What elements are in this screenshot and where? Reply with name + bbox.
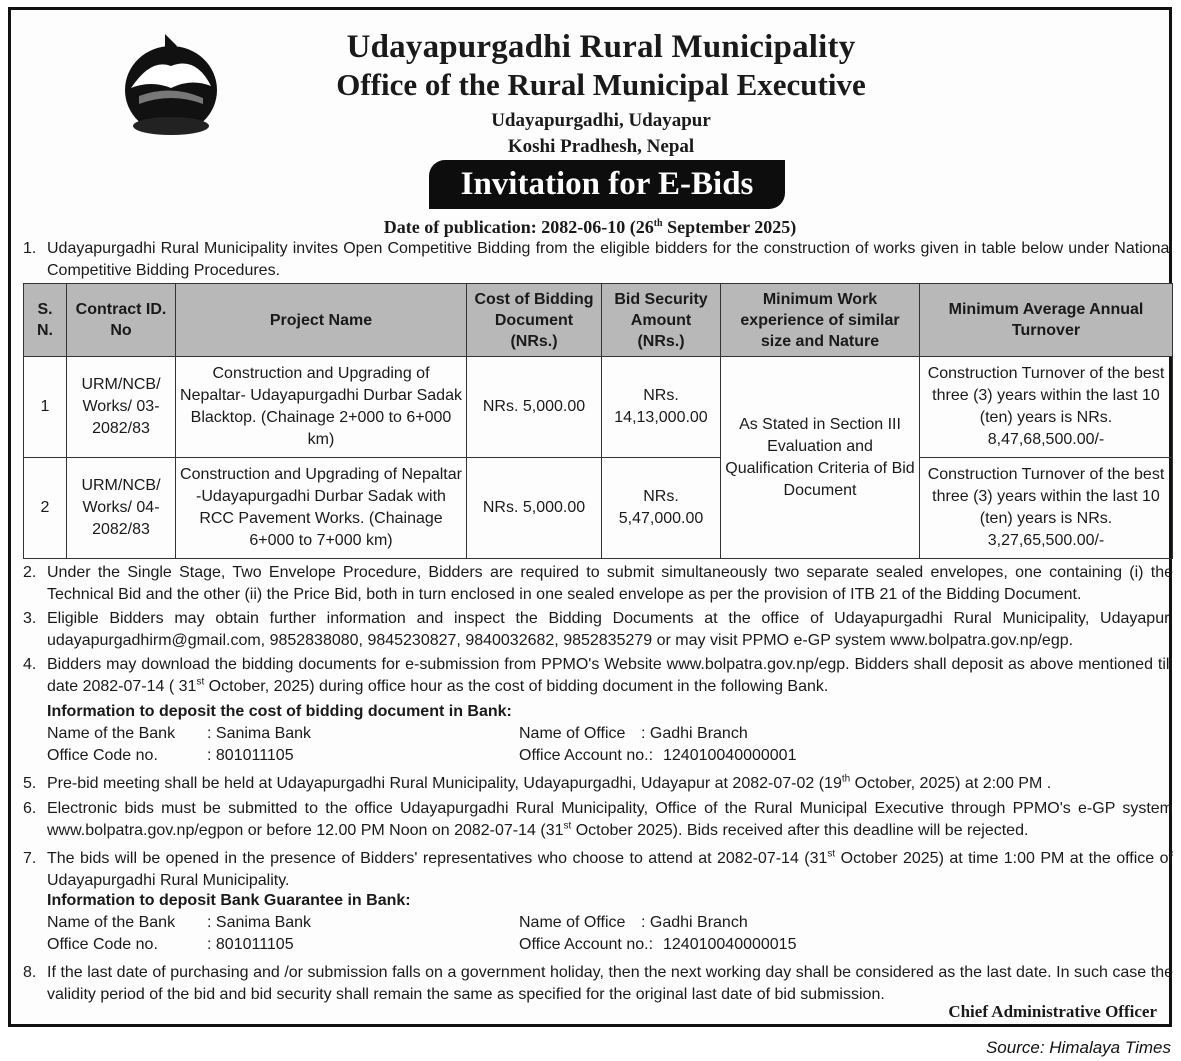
col-contract-id: Contract ID. No — [67, 284, 176, 357]
cell-sn: 1 — [24, 357, 67, 458]
cell-security: NRs. 14,13,000.00 — [602, 357, 721, 458]
bank-cost-code-label: Office Code no. — [47, 747, 158, 764]
office-name: Office of the Rural Municipal Executive — [336, 67, 866, 102]
cell-cost: NRs. 5,000.00 — [467, 357, 602, 458]
clause-number: 4. — [23, 656, 37, 673]
bank-cost-bank-label: Name of the Bank — [47, 725, 176, 742]
col-bid-security: Bid Security Amount (NRs.) — [602, 284, 721, 357]
clause-text — [47, 798, 1173, 842]
col-turnover: Minimum Average Annual Turnover — [920, 284, 1173, 357]
address-line-2: Koshi Pradhesh, Nepal — [507, 136, 695, 157]
pub-date-sup: th — [653, 218, 663, 229]
clause-sup: th — [841, 773, 851, 785]
bank-guarantee-account-value: 124010040000015 — [663, 936, 797, 953]
bank-guarantee-code-value: : 801011105 — [207, 936, 294, 953]
bank-cost-office-label: Name of Office — [519, 725, 626, 742]
clause-8 — [23, 962, 1173, 1006]
cell-security: NRs. 5,47,000.00 — [602, 458, 721, 559]
municipality-name: Udayapurgadhi Rural Municipality — [346, 29, 856, 65]
clause-text: If the last date of purchasing and /or submission falls on a government holiday, then the next working day shall be considered as the last date. In such case the validity period of the bid and bid security shall remain the same as specified for the original last date of bid submission. — [47, 964, 1173, 1003]
clause-text: Eligible Bidders may obtain further information and inspect the Bidding Documents at the office of Udayapurgadhi Rural Municipality, Udayapur, udayapurgadhirm@gmail.com, 9852838080, 9845230827, 9840032682, 9852835279 or may visit PPMO e-GP system www.bolpatra.gov.np/egp. — [47, 610, 1173, 649]
col-project-name: Project Name — [176, 284, 467, 357]
source-credit: Source: Himalaya Times — [985, 1038, 1171, 1057]
clause-number: 6. — [23, 800, 37, 817]
clause-text-a: Electronic bids must be submitted to the office Udayapurgadhi Rural Municipality, Office of the Rural Municipal Executive through PPMO's e-GP system www.bolpatra.gov.np/egpon or before 12.00 PM Noon on 2082-07-14 (31 — [47, 800, 1173, 839]
publication-date — [11, 217, 1169, 238]
pub-date-rest: September 2025) — [662, 217, 797, 237]
bank-cost-office-value: : Gadhi Branch — [641, 725, 748, 742]
clause-text-a: Pre-bid meeting shall be held at Udayapurgadhi Rural Municipality, Udayapurgadhi, Udayapur at 2082-07-02 (19 — [47, 775, 842, 792]
clause-number: 3. — [23, 610, 37, 627]
clause-7 — [23, 848, 1173, 892]
bank-guarantee-bank-label: Name of the Bank — [47, 914, 176, 931]
bank-cost-account-label: Office Account no.: — [519, 747, 654, 764]
clause-2 — [23, 562, 1173, 606]
table-row — [24, 458, 1173, 559]
cell-turnover: Construction Turnover of the best three (3) years within the last 10 (ten) years is NRs. 8,47,68,500.00/- — [920, 357, 1173, 458]
pub-date-text: Date of publication: 2082-06-10 (26 — [383, 217, 654, 237]
clause-number: 2. — [23, 564, 37, 581]
clause-text-a: The bids will be opened in the presence of Bidders' representatives who choose to attend at 2082-07-14 (31 — [47, 850, 828, 867]
signatory: Chief Administrative Officer — [948, 1002, 1157, 1021]
bank-guarantee-account-label: Office Account no.: — [519, 936, 654, 953]
cell-cost: NRs. 5,000.00 — [467, 458, 602, 559]
bank-cost-heading: Information to deposit the cost of bidding document in Bank: — [47, 703, 512, 720]
cell-turnover: Construction Turnover of the best three (3) years within the last 10 (ten) years is NRs. 3,27,65,500.00/- — [920, 458, 1173, 559]
clause-number: 8. — [23, 964, 37, 981]
clause-number: 7. — [23, 850, 37, 867]
clause-sup: st — [196, 676, 205, 688]
table-row — [24, 357, 1173, 458]
table-header-row — [24, 284, 1173, 357]
clause-number: 5. — [23, 775, 37, 792]
address-line-1: Udayapurgadhi, Udayapur — [491, 110, 711, 131]
clause-sup: st — [827, 848, 836, 860]
clause-sup: st — [563, 820, 572, 832]
clause-text-b: October, 2025) at 2:00 PM . — [850, 775, 1052, 792]
cell-sn: 2 — [24, 458, 67, 559]
cell-work-experience: As Stated in Section III Evaluation and Qualification Criteria of Bid Document — [721, 357, 920, 559]
clause-text: Under the Single Stage, Two Envelope Procedure, Bidders are required to submit simultaneously two separate sealed envelopes, one containing (i) the Technical Bid and the other (ii) the Price Bid, both in turn enclosed in one sealed envelope as per the provision of ITB 21 of the Bidding Document. — [47, 564, 1173, 603]
clause-4 — [23, 654, 1173, 698]
nepal-emblem-icon — [111, 28, 231, 140]
tender-notice — [8, 7, 1172, 1027]
bank-cost-bank-value: : Sanima Bank — [207, 725, 312, 742]
bank-guarantee-heading: Information to deposit Bank Guarantee in Bank: — [47, 892, 411, 909]
clause-text — [47, 654, 1173, 698]
clause-5 — [23, 773, 1173, 795]
notice-title: Invitation for E-Bids — [429, 160, 785, 209]
bank-guarantee-bank-value: : Sanima Bank — [207, 914, 312, 931]
clause-text — [47, 848, 1173, 892]
cell-contract-id: URM/NCB/ Works/ 04-2082/83 — [67, 458, 176, 559]
bank-guarantee-office-label: Name of Office — [519, 914, 626, 931]
cell-project: Construction and Upgrading of Nepaltar- Udayapurgadhi Durbar Sadak Blacktop. (Chainage 2+000 to 6+000 km) — [176, 357, 467, 458]
letterhead — [251, 24, 951, 160]
clause-number: 1. — [23, 240, 37, 257]
clause-text-b: October 2025) at time 1:00 PM at the office of Udayapurgadhi Rural Municipality. — [47, 850, 1173, 889]
clause-3 — [23, 608, 1173, 652]
cell-project: Construction and Upgrading of Nepaltar -Udayapurgadhi Durbar Sadak with RCC Pavement Works. (Chainage 6+000 to 7+000 km) — [176, 458, 467, 559]
cell-contract-id: URM/NCB/ Works/ 03-2082/83 — [67, 357, 176, 458]
col-cost: Cost of Bidding Document (NRs.) — [467, 284, 602, 357]
col-work-experience: Minimum Work experience of similar size and Nature — [721, 284, 920, 357]
clause-1 — [23, 238, 1173, 282]
bank-cost-code-value: : 801011105 — [207, 747, 294, 764]
clause-text: Udayapurgadhi Rural Municipality invites Open Competitive Bidding from the eligible bidders for the construction of works given in table below under National Competitive Bidding Procedures. — [47, 240, 1173, 279]
bank-guarantee-office-value: : Gadhi Branch — [641, 914, 748, 931]
clause-text-a: Bidders may download the bidding documents for e-submission from PPMO's Website www.bolpatra.gov.np/egp. Bidders shall deposit as above mentioned till date 2082-07-14 ( 31 — [47, 656, 1173, 695]
clause-text — [47, 773, 1173, 795]
clause-text-b: October, 2025) during office hour as the cost of bidding document in the following Bank. — [204, 678, 829, 695]
bank-cost-account-value: 124010040000001 — [663, 747, 797, 764]
col-sn: S. N. — [24, 284, 67, 357]
works-table — [23, 283, 1173, 559]
bank-guarantee-code-label: Office Code no. — [47, 936, 158, 953]
clause-6 — [23, 798, 1173, 842]
clause-text-b: October 2025). Bids received after this deadline will be rejected. — [571, 822, 1029, 839]
